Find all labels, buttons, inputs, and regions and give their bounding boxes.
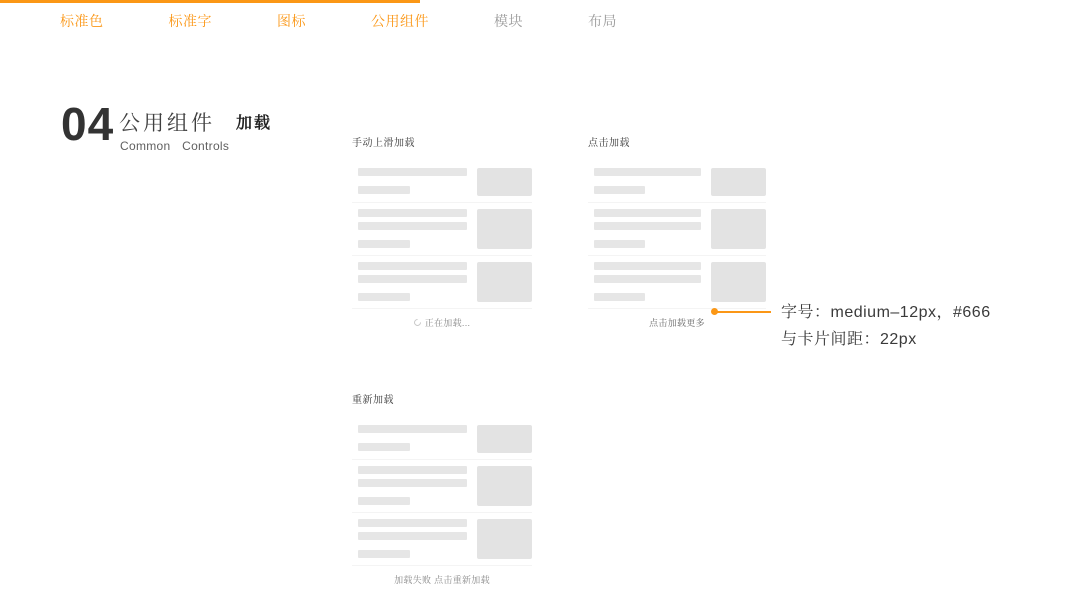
- progress-bar: [0, 0, 420, 3]
- skeleton-bar: [358, 240, 410, 248]
- tab-common-controls[interactable]: 公用组件: [371, 13, 429, 29]
- loading-group-click: [588, 134, 766, 329]
- skeleton-card: [588, 162, 766, 329]
- group-label: 重新加载: [352, 395, 394, 406]
- loading-group-reload: [352, 391, 532, 586]
- skeleton-row: [352, 203, 532, 256]
- skeleton-bar: [358, 222, 467, 230]
- load-more-text: 点击加载更多: [649, 318, 705, 328]
- skeleton-bar: [358, 275, 467, 283]
- page-subtitle: Common Controls: [120, 139, 230, 153]
- skeleton-bar: [358, 186, 410, 194]
- skeleton-bar: [594, 222, 701, 230]
- skeleton-thumbnail: [711, 168, 766, 196]
- skeleton-row: [588, 162, 766, 203]
- skeleton-card: [352, 162, 532, 329]
- skeleton-bar: [358, 262, 467, 270]
- skeleton-bar: [358, 425, 467, 433]
- skeleton-card: [352, 419, 532, 586]
- skeleton-bar: [594, 275, 701, 283]
- skeleton-thumbnail: [477, 262, 532, 302]
- skeleton-bar: [358, 168, 467, 176]
- loading-status: [352, 309, 532, 329]
- skeleton-bar: [358, 293, 410, 301]
- section-title: 加载: [236, 115, 273, 132]
- skeleton-row: [352, 419, 532, 460]
- skeleton-thumbnail: [477, 466, 532, 506]
- skeleton-thumbnail: [477, 209, 532, 249]
- skeleton-bar: [358, 209, 467, 217]
- skeleton-thumbnail: [711, 262, 766, 302]
- skeleton-bar: [594, 240, 645, 248]
- skeleton-thumbnail: [477, 425, 532, 453]
- tab-modules[interactable]: 模块: [494, 13, 523, 29]
- skeleton-bar: [358, 479, 467, 487]
- skeleton-bar: [358, 550, 410, 558]
- section-number: 04: [61, 98, 115, 150]
- callout-line: [717, 311, 771, 313]
- spec-annotation-line2: 与卡片间距：22px: [781, 331, 917, 348]
- loading-status-text: 正在加载...: [424, 318, 471, 328]
- spec-annotation: [781, 299, 991, 353]
- group-label: 手动上滑加载: [352, 138, 415, 149]
- spec-annotation-line1: 字号：medium–12px，#666: [781, 304, 991, 321]
- tab-standard-color[interactable]: 标准色: [60, 13, 104, 29]
- tab-standard-font[interactable]: 标准字: [168, 13, 212, 29]
- loading-group-manual-swipe: [352, 134, 532, 329]
- skeleton-bar: [358, 443, 410, 451]
- tab-icons[interactable]: 图标: [277, 13, 306, 29]
- tab-layout[interactable]: 布局: [588, 13, 617, 29]
- skeleton-thumbnail: [477, 168, 532, 196]
- skeleton-bar: [358, 532, 467, 540]
- skeleton-row: [352, 513, 532, 566]
- skeleton-row: [352, 162, 532, 203]
- reload-status: [352, 566, 532, 586]
- skeleton-row: [352, 460, 532, 513]
- top-nav: [60, 11, 617, 31]
- skeleton-row: [588, 256, 766, 309]
- reload-status-text: 加载失败 点击重新加载: [394, 575, 490, 585]
- skeleton-bar: [594, 262, 701, 270]
- skeleton-bar: [594, 168, 701, 176]
- skeleton-bar: [594, 293, 645, 301]
- skeleton-bar: [358, 519, 467, 527]
- page-title: 公用组件: [119, 112, 215, 135]
- spinner-icon: [412, 318, 422, 328]
- group-label: 点击加载: [588, 138, 630, 149]
- skeleton-row: [352, 256, 532, 309]
- skeleton-bar: [594, 209, 701, 217]
- skeleton-row: [588, 203, 766, 256]
- skeleton-thumbnail: [711, 209, 766, 249]
- skeleton-bar: [358, 497, 410, 505]
- skeleton-bar: [594, 186, 645, 194]
- skeleton-thumbnail: [477, 519, 532, 559]
- skeleton-bar: [358, 466, 467, 474]
